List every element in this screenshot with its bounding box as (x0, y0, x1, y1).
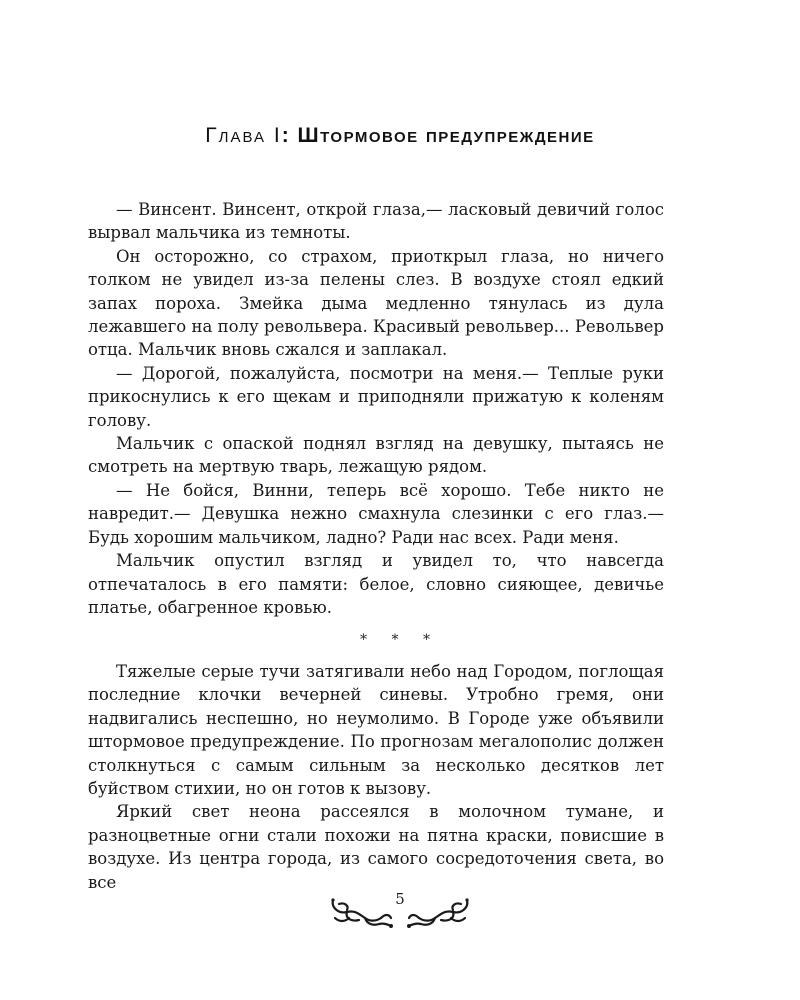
paragraph: — Винсент. Винсент, открой глаза,— ласковый девичий голос вырвал мальчика из темноты. (88, 200, 664, 243)
paragraph: — Не бойся, Винни, теперь всё хорошо. Тебе никто не навредит.— Девушка нежно смахнула слезинки с его глаз.— Будь хорошим мальчиком, ладно? Ради нас всех. Ради меня. (88, 480, 664, 547)
chapter-title (0, 124, 800, 148)
section-separator: * * * (360, 632, 440, 648)
paragraph: — Дорогой, пожалуйста, посмотри на меня.— Теплые руки прикоснулись к его щекам и приподняли прижатую к коленям голову. (88, 363, 664, 430)
page-folio (325, 888, 475, 938)
paragraph: Он осторожно, со страхом, приоткрыл глаза, но ничего толком не увидел из-за пелены слез. В воздухе стоял едкий запах пороха. Змейка дыма медленно тянулась из дула лежавшего на полу револьвера. Красивый револьвер... Револьвер отца. Мальчик вновь сжался и заплакал. (88, 246, 664, 360)
paragraph: Яркий свет неона рассеялся в молочном тумане, и разноцветные огни стали похожи на пятна краски, повисшие в воздухе. Из центра города, из самого сосредоточения света, во все (88, 802, 664, 892)
paragraph: Тяжелые серые тучи затягивали небо над Городом, поглощая последние клочки вечерней синевы. Утробно гремя, они надвигались неспешно, но неумолимо. В Городе уже объявили штормовое предупреждение. По прогнозам мегалополис должен столкнуться с самым сильным за несколько десятков лет буйством стихии, но он готов к вызову. (88, 662, 664, 799)
chapter-separator-colon: : (281, 124, 298, 147)
text-block-part2 (88, 660, 664, 894)
chapter-label: Глава I (205, 124, 282, 147)
paragraph: Мальчик с опаской поднял взгляд на девушку, пытаясь не смотреть на мертвую тварь, лежащую рядом. (88, 434, 664, 477)
chapter-name: Штормовое предупреждение (297, 124, 595, 147)
paragraph: Мальчик опустил взгляд и увидел то, что навсегда отпечаталось в его памяти: белое, словно сияющее, девичье платье, обагренное кровью. (88, 551, 664, 617)
text-block-part1 (88, 198, 664, 619)
page-number: 5 (395, 890, 405, 908)
